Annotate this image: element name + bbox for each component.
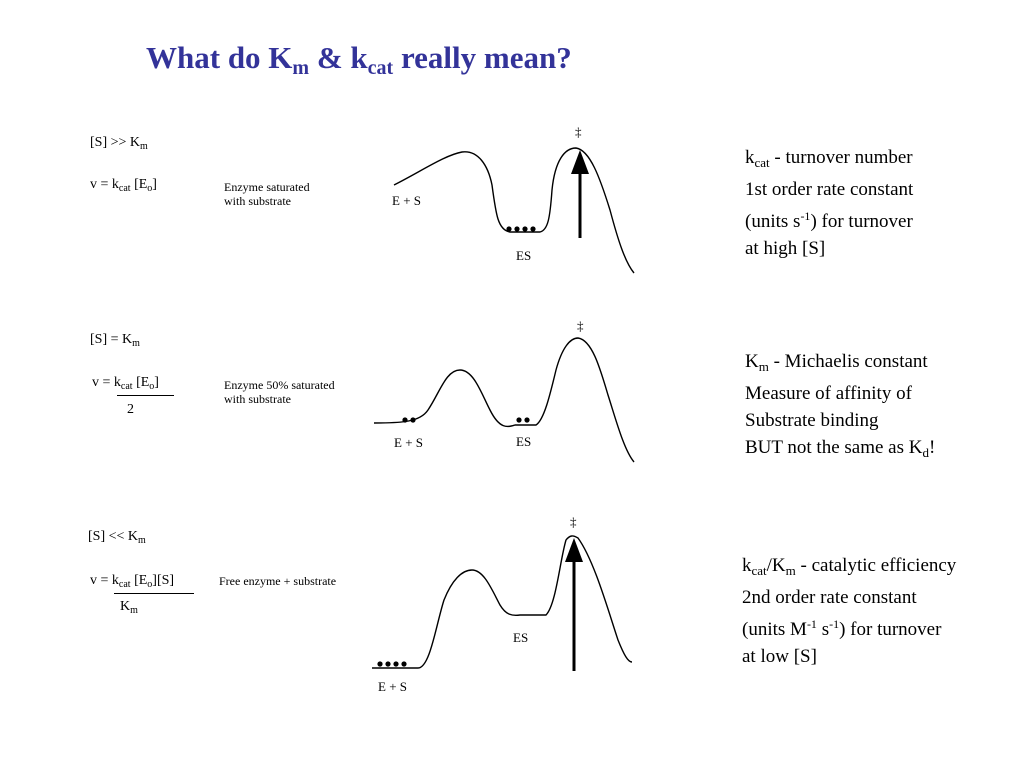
rate-denominator-3: $K_m$ (120, 599, 138, 616)
arrows (565, 150, 589, 671)
es-mid-label-1: ES (516, 248, 532, 263)
description-catalytic-efficiency: $k_{cat}/K_m$ - catalytic efficiency 2nd order rate constant (units $M^{-1}$ $s^{-1}$) for turnover at low [S] (742, 555, 957, 667)
condition-1: $[S] >> K_m$ (90, 135, 148, 152)
note-3: Free enzyme + substrate (219, 574, 337, 588)
dagger-label-2: ‡ (577, 318, 584, 333)
note-1: Enzyme saturated with substrate (224, 180, 310, 208)
energy-curve-3 (372, 536, 632, 668)
condition-2: $[S] = K_m$ (90, 332, 140, 349)
energy-curve-1 (394, 148, 634, 273)
es-start-label-3: E + S (378, 679, 408, 694)
description-kcat: $k_{cat}$ - turnover number 1st order rate constant (units $s^{-1}$) for turnover at high [S] (745, 147, 914, 259)
fraction-bar-3 (114, 593, 194, 594)
note-2: Enzyme 50% saturated with substrate (224, 378, 335, 406)
condition-3: $[S] << K_m$ (88, 529, 146, 546)
rate-equation-1: $v = k_{cat}$ $[E_o]$ (90, 177, 157, 194)
dagger-label-1: ‡ (575, 124, 582, 139)
rate-denominator-2: 2 (127, 402, 134, 417)
es-start-label-1: E + S (392, 193, 422, 208)
es-start-label-2: E + S (394, 435, 424, 450)
dagger-label-3: ‡ (570, 514, 577, 529)
rate-equation-2: $v = k_{cat}$ $[E_o]$ (92, 375, 159, 392)
es-mid-label-2: ES (516, 434, 532, 449)
description-km: $K_m$ - Michaelis constant Measure of affinity of Substrate binding BUT not the same as $K_d$! (745, 351, 936, 460)
es-mid-label-3: ES (513, 630, 529, 645)
rate-equation-3: $v = k_{cat}$ $[E_o][S]$ (90, 573, 175, 590)
fraction-bar-2 (117, 395, 174, 396)
slide-title: What do $K_m$ & $k_{cat}$ really mean? (146, 40, 572, 79)
